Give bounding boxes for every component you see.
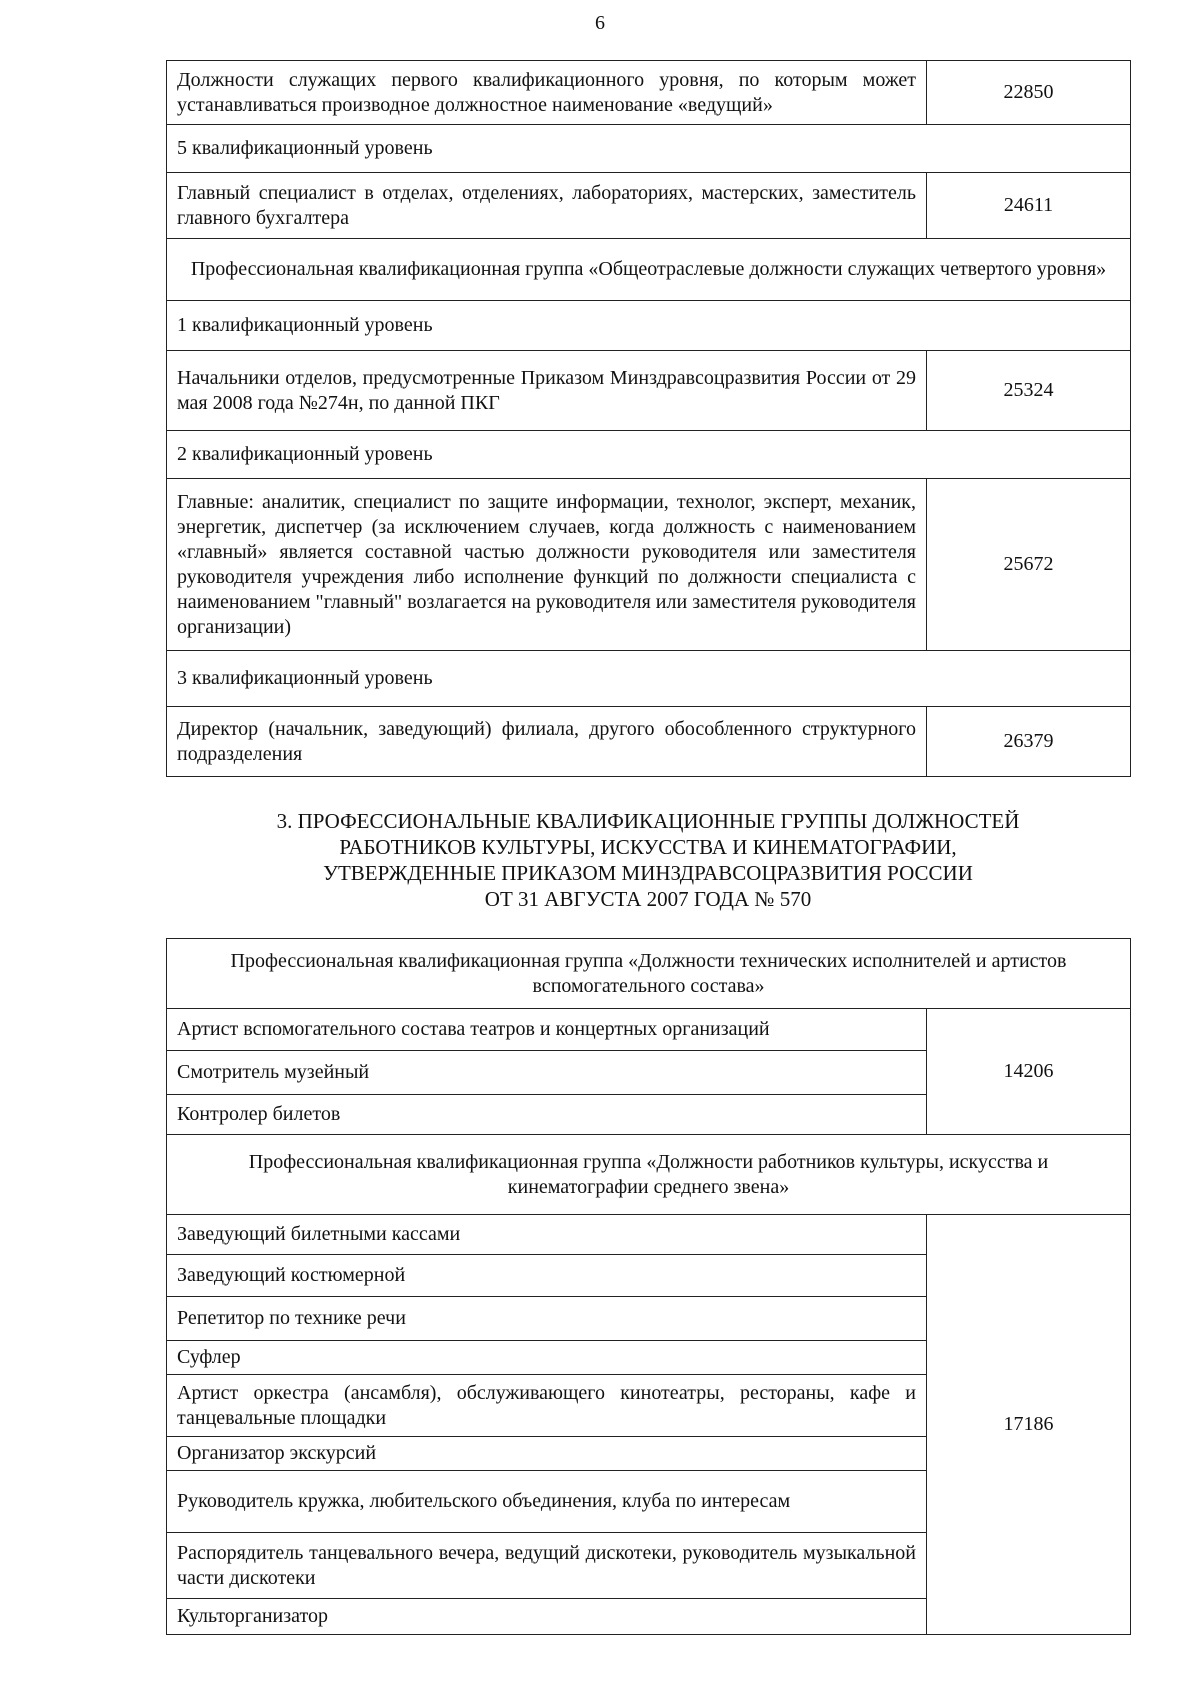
table-row — [167, 431, 1131, 479]
table-row — [167, 479, 1131, 651]
salary-value: 22850 — [927, 61, 1131, 125]
position-description: Директор (начальник, заведующий) филиала, другого обособленного структурного подразделения — [167, 707, 927, 777]
table-row — [167, 351, 1131, 431]
position-name: Заведующий костюмерной — [167, 1255, 927, 1297]
position-description: Начальники отделов, предусмотренные Приказом Минздравсоцразвития России от 29 мая 2008 года №274н, по данной ПКГ — [167, 351, 927, 431]
table-row — [167, 1215, 1131, 1255]
section-title-line: УТВЕРЖДЕННЫЕ ПРИКАЗОМ МИНЗДРАВСОЦРАЗВИТИЯ РОССИИ — [323, 861, 973, 885]
salary-value: 25324 — [927, 351, 1131, 431]
table-row — [167, 301, 1131, 351]
position-name: Руководитель кружка, любительского объединения, клуба по интересам — [167, 1471, 927, 1533]
table-row — [167, 61, 1131, 125]
position-description: Главные: аналитик, специалист по защите информации, технолог, эксперт, механик, энергетик, диспетчер (за исключением случаев, когда должность с наименованием «главный» является составной частью должности руководителя или заместителя руководителя учреждения либо исполнение функций по должности специалиста с наименованием "главный" возлагается на руководителя или заместителя руководителя организации) — [167, 479, 927, 651]
page-number: 6 — [595, 12, 605, 34]
section-title-line: ОТ 31 АВГУСТА 2007 ГОДА № 570 — [484, 887, 812, 911]
qualification-level-heading: 5 квалификационный уровень — [167, 125, 1131, 173]
position-description: Должности служащих первого квалификационного уровня, по которым может устанавливаться производное должностное наименование «ведущий» — [167, 61, 927, 125]
position-name: Артист оркестра (ансамбля), обслуживающего кинотеатры, рестораны, кафе и танцевальные площадки — [167, 1375, 927, 1437]
position-name: Контролер билетов — [167, 1095, 927, 1135]
position-name: Суфлер — [167, 1341, 927, 1375]
table-row — [167, 707, 1131, 777]
qualification-level-heading: 1 квалификационный уровень — [167, 301, 1131, 351]
salary-value: 25672 — [927, 479, 1131, 651]
salary-table-general-positions — [166, 60, 1131, 777]
professional-group-heading: Профессиональная квалификационная группа «Общеотраслевые должности служащих четвертого уровня» — [167, 239, 1131, 301]
table-row — [167, 939, 1131, 1009]
position-name: Артист вспомогательного состава театров и концертных организаций — [167, 1009, 927, 1051]
section-title-line: 3. ПРОФЕССИОНАЛЬНЫЕ КВАЛИФИКАЦИОННЫЕ ГРУППЫ ДОЛЖНОСТЕЙ — [276, 809, 1020, 833]
professional-group-heading: Профессиональная квалификационная группа «Должности работников культуры, искусства и кинематографии среднего звена» — [167, 1135, 1131, 1215]
position-name: Культорганизатор — [167, 1599, 927, 1635]
salary-table-culture-positions — [166, 938, 1131, 1635]
table-row — [167, 1009, 1131, 1051]
position-name: Распорядитель танцевального вечера, ведущий дискотеки, руководитель музыкальной части дискотеки — [167, 1533, 927, 1599]
salary-value: 24611 — [927, 173, 1131, 239]
position-name: Организатор экскурсий — [167, 1437, 927, 1471]
table-row — [167, 173, 1131, 239]
table-row — [167, 651, 1131, 707]
position-name: Репетитор по технике речи — [167, 1297, 927, 1341]
professional-group-heading: Профессиональная квалификационная группа «Должности технических исполнителей и артистов вспомогательного состава» — [167, 939, 1131, 1009]
table-row — [167, 125, 1131, 173]
qualification-level-heading: 3 квалификационный уровень — [167, 651, 1131, 707]
position-description: Главный специалист в отделах, отделениях, лабораториях, мастерских, заместитель главного бухгалтера — [167, 173, 927, 239]
position-name: Смотритель музейный — [167, 1051, 927, 1095]
salary-value: 14206 — [927, 1009, 1131, 1135]
table-row — [167, 1135, 1131, 1215]
table-row — [167, 239, 1131, 301]
section-title-line: РАБОТНИКОВ КУЛЬТУРЫ, ИСКУССТВА И КИНЕМАТОГРАФИИ, — [339, 835, 957, 859]
salary-value: 17186 — [927, 1215, 1131, 1635]
section-3-title — [166, 808, 1130, 912]
qualification-level-heading: 2 квалификационный уровень — [167, 431, 1131, 479]
position-name: Заведующий билетными кассами — [167, 1215, 927, 1255]
salary-value: 26379 — [927, 707, 1131, 777]
